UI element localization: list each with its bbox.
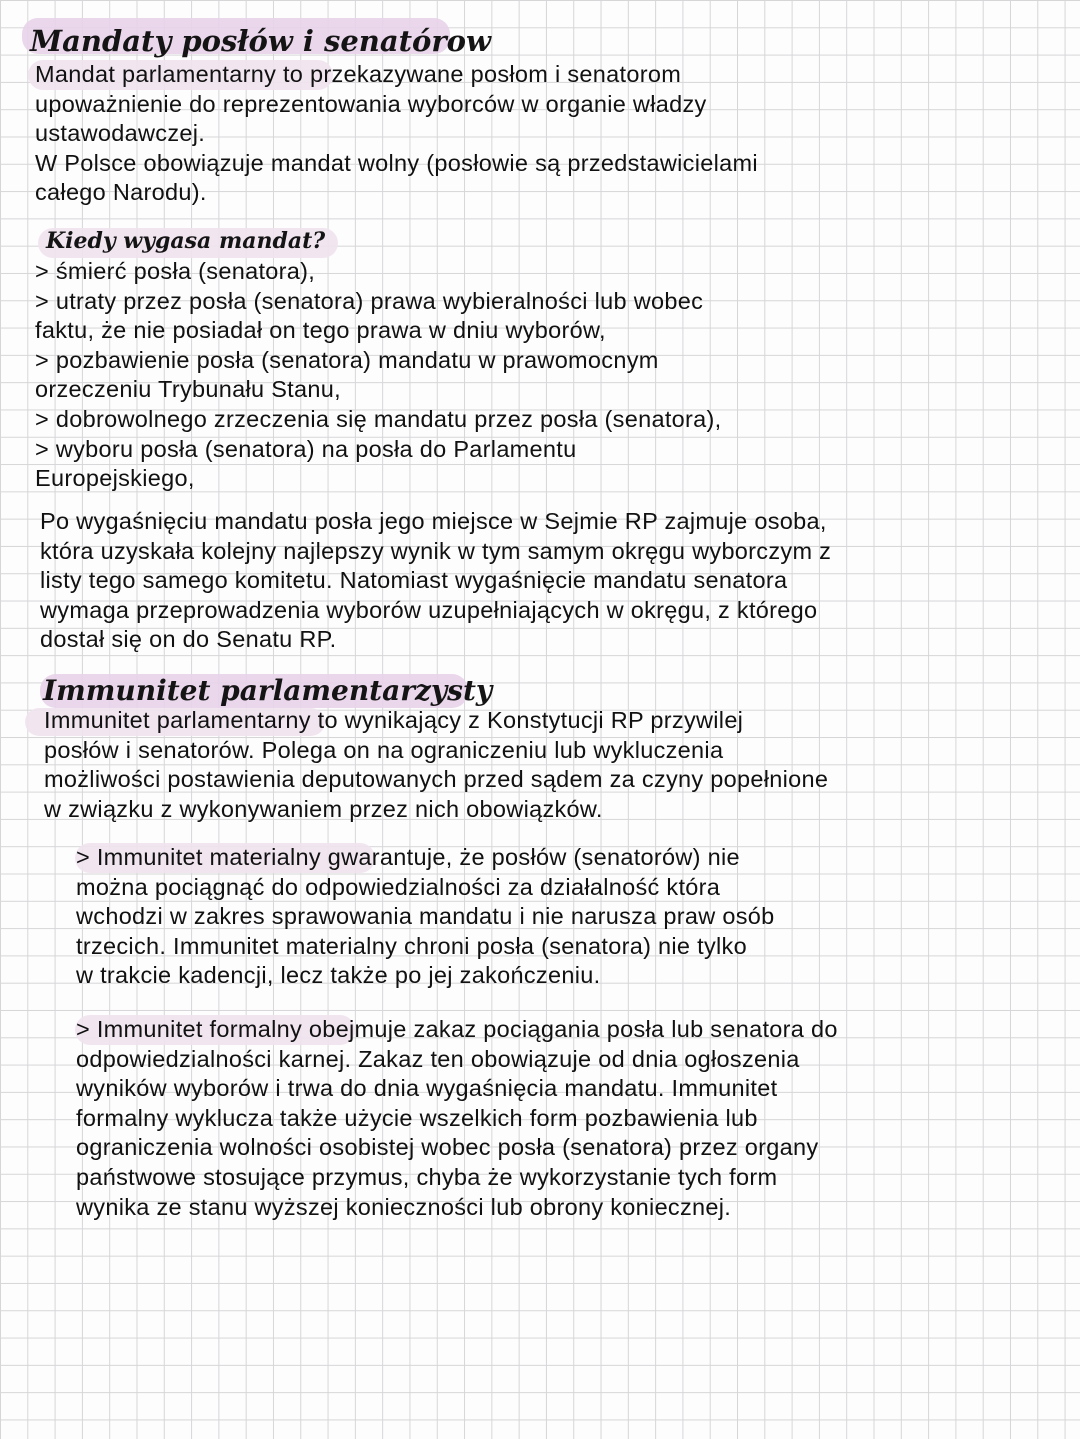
mandate-after-paragraph (40, 507, 831, 655)
text-line: można pociągnąć do odpowiedzialności za działalność która (76, 873, 721, 900)
text-line: w związku z wykonywaniem przez nich obowiązków. (44, 795, 603, 822)
text-line: Mandat parlamentarny to przekazywane posłom i senatorom (35, 61, 682, 87)
material-immunity-paragraph (76, 843, 775, 991)
text-line: państwowe stosujące przymus, chyba że wykorzystanie tych form (76, 1163, 778, 1190)
text-line: wyników wyborów i trwa do dnia wygaśnięcia mandatu. Immunitet (76, 1075, 778, 1102)
text-line: Po wygaśnięciu mandatu posła jego miejsce w Sejmie RP zajmuje osoba, (40, 508, 827, 534)
list-line: > wyboru posła (senatora) na posła do Parlamentu (35, 435, 577, 462)
mandate-expiry-list (35, 257, 721, 494)
text-line: wynika ze stanu wyższej konieczności lub obrony koniecznej. (76, 1193, 732, 1220)
text-line: > Immunitet materialny gwarantuje, że posłów (senatorów) nie (76, 844, 740, 870)
text-line: W Polsce obowiązuje mandat wolny (posłowie są przedstawicielami (35, 149, 758, 176)
text-line: która uzyskała kolejny najlepszy wynik w tym samym okręgu wyborczym z (40, 537, 832, 564)
text-line: ograniczenia wolności osobistej wobec posła (senatora) przez organy (76, 1134, 819, 1161)
text-line: upoważnienie do reprezentowania wyborców w organie władzy (35, 90, 707, 117)
list-line: > pozbawienie posła (senatora) mandatu w prawomocnym (35, 346, 659, 373)
list-line: > utraty przez posła (senatora) prawa wybieralności lub wobec (35, 287, 704, 314)
list-line: faktu, że nie posiadał on tego prawa w dniu wyborów, (35, 317, 606, 344)
text-line: ustawodawczej. (35, 120, 206, 147)
list-line: Europejskiego, (35, 465, 195, 492)
text-line: możliwości postawienia deputowanych przed sądem za czyny popełnione (44, 766, 829, 793)
text-line: trzecich. Immunitet materialny chroni posła (senatora) nie tylko (76, 932, 747, 959)
immunity-intro (44, 706, 828, 824)
text-line: w trakcie kadencji, lecz także po jej zakończeniu. (76, 962, 601, 989)
text-line: dostał się on do Senatu RP. (40, 626, 337, 653)
text-line: odpowiedzialności karnej. Zakaz ten obowiązuje od dnia ogłoszenia (76, 1045, 800, 1072)
subheading-mandate-expiry: Kiedy wygasa mandat? (46, 228, 326, 254)
text-line: wymaga przeprowadzenia wyborów uzupełniających w okręgu, z którego (40, 596, 818, 623)
list-line: > dobrowolnego zrzeczenia się mandatu przez posła (senatora), (35, 405, 722, 432)
section-title-mandates: Mandaty posłów i senatórow (30, 24, 491, 58)
text-line: wchodzi w zakres sprawowania mandatu i nie narusza praw osób (76, 903, 775, 930)
text-line: całego Narodu). (35, 179, 207, 206)
text-line: > Immunitet formalny obejmuje zakaz pociągania posła lub senatora do (76, 1016, 838, 1042)
list-line: > śmierć posła (senatora), (35, 258, 316, 284)
list-line: orzeczeniu Trybunału Stanu, (35, 376, 341, 403)
mandate-intro (35, 60, 758, 208)
text-line: Immunitet parlamentarny to wynikający z Konstytucji RP przywilej (44, 707, 744, 733)
text-line: posłów i senatorów. Polega on na ograniczeniu lub wykluczenia (44, 736, 724, 763)
section-title-immunity: Immunitet parlamentarzysty (43, 674, 493, 707)
formal-immunity-paragraph (76, 1015, 838, 1222)
text-line: formalny wyklucza także użycie wszelkich form pozbawienia lub (76, 1104, 758, 1131)
text-line: listy tego samego komitetu. Natomiast wygaśnięcie mandatu senatora (40, 567, 788, 594)
